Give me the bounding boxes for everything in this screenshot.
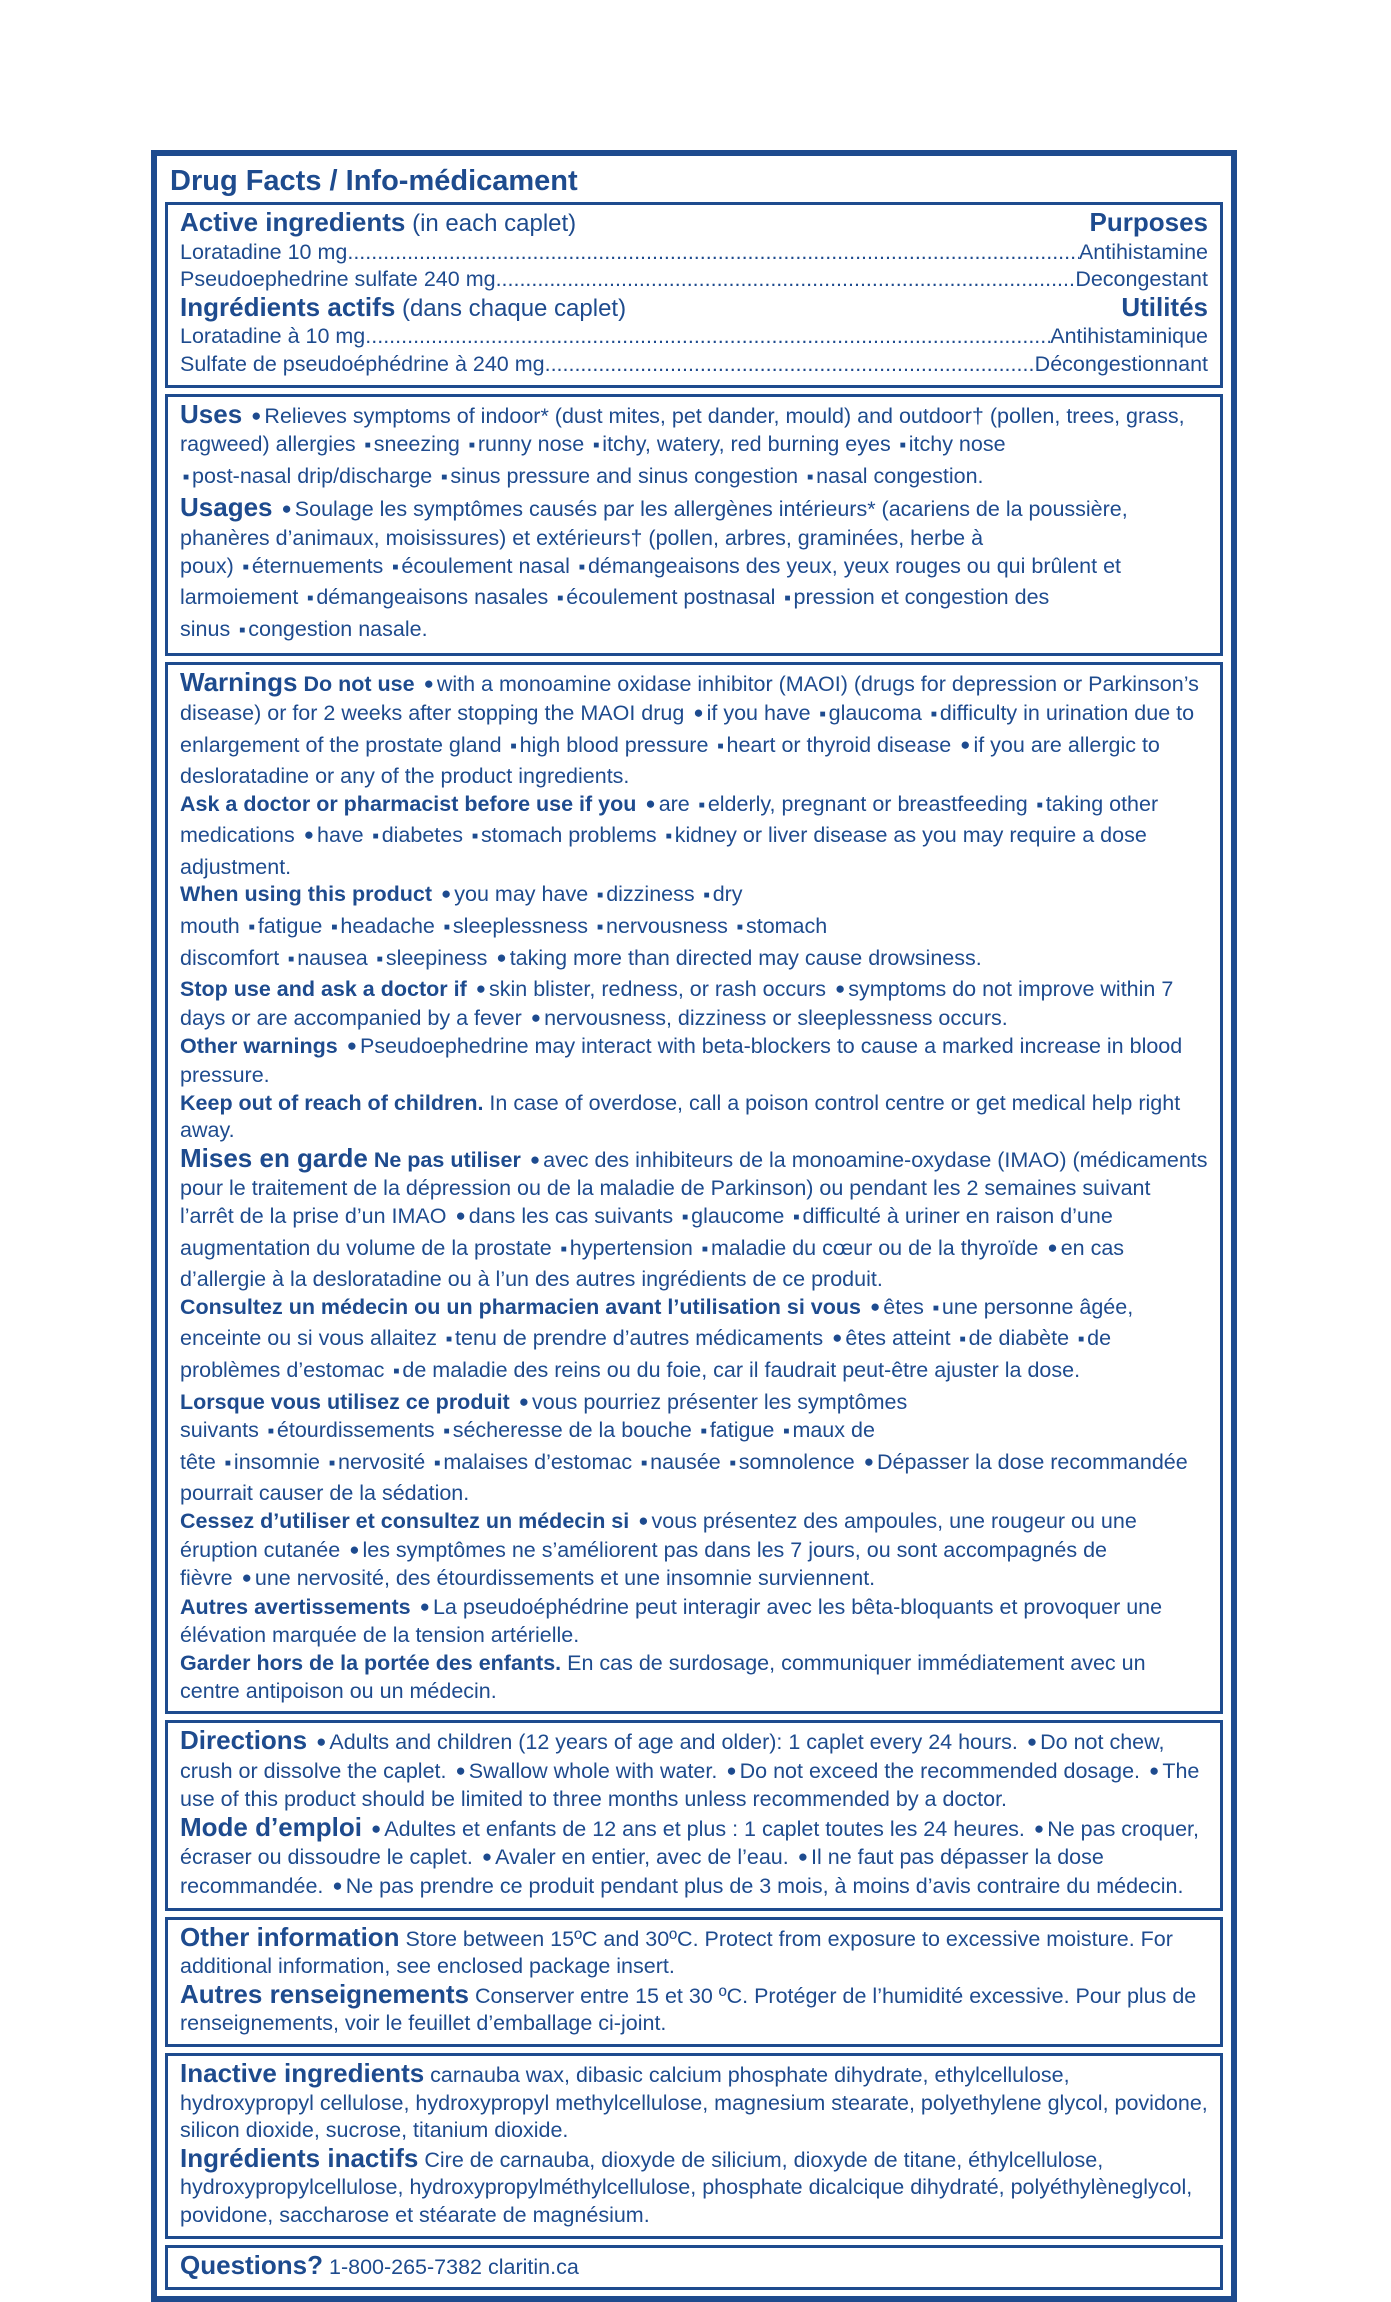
mode-emploi-heading: Mode d’emploi (180, 1811, 362, 1842)
uses-section (165, 394, 1223, 657)
ingredients-inactifs-heading: Ingrédients inactifs (180, 2142, 419, 2173)
warning-item: ■ stomach problems (463, 823, 657, 847)
ingredient-row (180, 239, 1208, 267)
do-not-use-label: Do not use (303, 672, 415, 697)
warnings-fr-autres (180, 1594, 1208, 1650)
lorsque-label: Lorsque vous utilisez ce produit (180, 1389, 510, 1414)
warning-item: ■ fatigue (240, 914, 323, 938)
warning-item: ■ fatigue (692, 1418, 775, 1442)
uses-heading: Uses (180, 398, 243, 429)
warning-item: ● have (295, 823, 364, 847)
directions-section (165, 1720, 1223, 1911)
ingredient-purpose: Antihistaminique (1050, 324, 1208, 349)
ask-doctor-label: Ask a doctor or pharmacist before use if you (180, 791, 637, 816)
warning-item: ■ une personne âgée, enceinte ou si vous allaitez (180, 1295, 1133, 1351)
warning-item: ■ difficulté à uriner en raison d’une augmentation du volume de la prostate (180, 1204, 1113, 1260)
warning-item: ● La pseudoéphédrine peut interagir avec les bêta-bloquants et provoquer une élévation marquée de la tension artérielle. (180, 1595, 1162, 1648)
warnings-section (165, 662, 1223, 1714)
use-item: ■ runny nose (460, 432, 584, 456)
warnings-fr-consultez (180, 1294, 1208, 1389)
inactive-ingredients-heading: Inactive ingredients (180, 2058, 425, 2089)
warnings-fr-garder (180, 1650, 1208, 1705)
inactive-en (180, 2060, 1208, 2145)
other-warnings-label: Other warnings (180, 1034, 338, 1059)
warning-item: ■ kidney or liver disease as you may require a dose adjustment. (180, 823, 1147, 879)
warning-item: ■ maux de tête (180, 1418, 875, 1474)
other-information-heading: Other information (180, 1921, 400, 1952)
warning-item: ● skin blister, redness, or rash occurs (467, 977, 826, 1001)
ingredient-row (180, 351, 1208, 379)
warning-item: ■ dizziness (588, 882, 694, 906)
use-item: ■ démangeaisons nasales (298, 585, 548, 609)
use-item: ■ démangeaisons des yeux, yeux rouges ou qui brûlent et larmoiement (180, 554, 1121, 610)
warning-item: ■ maladie du cœur ou de la thyroïde (693, 1236, 1039, 1260)
warning-item: ■ stomach discomfort (180, 914, 827, 970)
use-item: ■ itchy, watery, red burning eyes (584, 432, 890, 456)
active-ingredients-note: (in each caplet) (405, 210, 577, 237)
ingredients-actifs-heading: Ingrédients actifs (180, 291, 396, 322)
warning-item: ● en cas d’allergie à la desloratadine ou à l’un des autres ingrédients de ce produit. (180, 1236, 1124, 1292)
ingredient-row (180, 323, 1208, 351)
directions-heading: Directions (180, 1725, 308, 1756)
warning-item: ● nervousness, dizziness or sleeplessness occurs. (522, 1006, 1008, 1030)
inactive-ingredients-text: carnauba wax, dibasic calcium phosphate dihydrate, ethylcellulose, hydroxypropyl cellulose, hydroxypropyl methylcellulose, magnesium stearate, polyethylene glycol, povidone, silicon dioxide, sucrose, titanium dioxide. (180, 2063, 1208, 2143)
direction-item: ● Adults and children (12 years of age and older): 1 caplet every 24 hours. (313, 1730, 1018, 1754)
warning-item: ● une nervosité, des étourdissements et une insomnie surviennent. (233, 1566, 876, 1590)
warning-item: ● with a monoamine oxidase inhibitor (MAOI) (drugs for depression or Parkinson’s disease) or for 2 weeks after stopping the MAOI drug (180, 672, 1199, 725)
uses-fr (180, 494, 1208, 647)
warning-item: ■ elderly, pregnant or breastfeeding (690, 792, 1028, 816)
warning-item: ■ étourdissements (259, 1418, 435, 1442)
use-item: ■ écoulement postnasal (548, 585, 775, 609)
use-item: ■ itchy nose (891, 432, 1006, 456)
direction-item: ● Avaler en entier, avec de l’eau. (473, 1845, 789, 1869)
warning-item: ■ hypertension (552, 1236, 693, 1260)
ingredient-name: Loratadine à 10 mg (180, 324, 366, 349)
warning-item: ● les symptômes ne s’améliorent pas dans les 7 jours, ou sont accompagnés de fièvre (180, 1538, 1107, 1591)
direction-item: ● Ne pas croquer, écraser ou dissoudre le caplet. (180, 1817, 1199, 1870)
other-information-text: Store between 15ºC and 30ºC. Protect from exposure to excessive moisture. For additional information, see enclosed package insert. (180, 1926, 1173, 1979)
use-item: ● Soulage les symptômes causés par les allergènes intérieurs* (acariens de la poussière, phanères d’animaux, moisissures) et extérieurs† (pollen, arbres, graminées, herbe à poux) (180, 497, 1128, 577)
ingredient-purpose: Décongestionnant (1034, 351, 1208, 376)
direction-item: ● Do not exceed the recommended dosage. (717, 1759, 1140, 1783)
warning-item: ■ diabetes (364, 823, 463, 847)
warning-item: ■ heart or thyroid disease (708, 733, 951, 757)
warning-item: ■ dry mouth (180, 882, 743, 938)
warning-item: ● if you are allergic to desloratadine or any of the product ingredients. (180, 733, 1160, 789)
inactive-ingredients-section (165, 2053, 1223, 2239)
consultez-label: Consultez un médecin ou un pharmacien avant l’utilisation si vous (180, 1294, 861, 1319)
warnings-ask-doctor (180, 791, 1208, 882)
questions-section (165, 2245, 1223, 2291)
use-item: ■ pression et congestion des sinus (180, 585, 1049, 641)
warnings-stop-use (180, 976, 1208, 1033)
warning-item: ● êtes atteint (823, 1326, 950, 1350)
warning-item: ■ sleepiness (368, 946, 488, 970)
keep-out-label: Keep out of reach of children. (180, 1090, 484, 1115)
direction-item: ● Ne pas prendre ce produit pendant plus de 3 mois, à moins d’avis contraire du médecin. (323, 1874, 1183, 1898)
ne-pas-utiliser-label: Ne pas utiliser (373, 1147, 521, 1172)
direction-item: ● The use of this product should be limited to three months unless recommended by a doctor. (180, 1759, 1199, 1812)
warning-item: ■ nervousness (588, 914, 728, 938)
warning-item: ■ somnolence (721, 1450, 855, 1474)
warning-item: ● you may have (432, 882, 588, 906)
when-using-label: When using this product (180, 882, 433, 907)
other-info-en (180, 1921, 1208, 1981)
use-item: ■ sneezing (356, 432, 460, 456)
ingredients-inactifs-text: Cire de carnauba, dioxyde de silicium, dioxyde de titane, éthylcellulose, hydroxypropylcellulose, hydroxypropylméthylcellulose, phosphate dicalcique dihydraté, polyéthylèneglycol, povidone, saccharose et stéarate de magnésium. (180, 2147, 1193, 2227)
utilites-heading: Utilités (1121, 291, 1208, 322)
warning-item: ● if you have (684, 701, 810, 725)
other-info-fr (180, 1978, 1208, 2038)
questions-heading: Questions? (180, 2249, 324, 2280)
use-item: ■ sinus pressure and sinus congestion (432, 464, 798, 488)
warning-item: ■ taking other medications (180, 792, 1158, 848)
ingredient-purpose: Decongestant (1075, 267, 1208, 292)
questions-contact: 1-800-265-7382 claritin.ca (323, 2254, 579, 2279)
directions-fr (180, 1811, 1208, 1902)
warning-item: ● êtes (861, 1295, 924, 1319)
warning-item: ■ de maladie des reins ou du foie, car il faudrait peut-être ajuster la dose. (384, 1358, 1080, 1382)
ingredient-purpose: Antihistamine (1078, 239, 1208, 264)
warnings-fr-ne-pas-utiliser (180, 1142, 1208, 1294)
warning-item: ● vous pourriez présenter les symptômes suivants (180, 1390, 907, 1443)
warning-item: ● symptoms do not improve within 7 days or are accompanied by a fever (180, 977, 1173, 1030)
use-item: ■ nasal congestion. (798, 464, 983, 488)
use-item: ■ écoulement nasal (383, 554, 570, 578)
ingredient-name: Loratadine 10 mg (180, 239, 348, 264)
garder-label: Garder hors de la portée des enfants. (180, 1650, 562, 1675)
warnings-when-using (180, 881, 1208, 976)
ingredient-name: Pseudoephedrine sulfate 240 mg (180, 267, 496, 292)
warnings-fr-lorsque (180, 1389, 1208, 1508)
usages-heading: Usages (180, 492, 273, 523)
use-item: ● Relieves symptoms of indoor* (dust mites, pet dander, mould) and outdoor† (pollen, trees, grass, ragweed) allergies (180, 404, 1185, 457)
warning-item: ■ glaucome (673, 1204, 784, 1228)
warnings-fr-cessez (180, 1508, 1208, 1594)
direction-item: ● Il ne faut pas dépasser la dose recommandée. (180, 1845, 1104, 1898)
warning-item: ■ high blood pressure (502, 733, 709, 757)
warning-item: ■ nausée (632, 1450, 721, 1474)
use-item: ■ post-nasal drip/discharge (180, 464, 432, 488)
warning-item: ■ de problèmes d’estomac (180, 1326, 1111, 1382)
inactive-fr (180, 2142, 1208, 2230)
ingredient-row (180, 266, 1208, 294)
stop-use-label: Stop use and ask a doctor if (180, 977, 467, 1002)
warnings-other (180, 1033, 1208, 1089)
autres-renseignements-text: Conserver entre 15 et 30 ºC. Protéger de l’humidité excessive. Pour plus de renseignements, voir le feuillet d’emballage ci-joint. (180, 1983, 1197, 2036)
warning-item: ● Pseudoephedrine may interact with beta-blockers to cause a marked increase in blood pressure. (180, 1034, 1182, 1087)
direction-item: ● Adultes et enfants de 12 ans et plus : 1 caplet toutes les 24 heures. (368, 1817, 1025, 1841)
warning-item: ■ de diabète (951, 1326, 1069, 1350)
other-information-section (165, 1917, 1223, 2047)
warning-item: ● vous présentez des ampoules, une rougeur ou une éruption cutanée (180, 1509, 1137, 1562)
garder-text: En cas de surdosage, communiquer immédiatement avec un centre antipoison ou un médecin. (180, 1650, 1146, 1703)
warning-item: ■ malaises d’estomac (425, 1450, 632, 1474)
autres-renseignements-heading: Autres renseignements (180, 1978, 469, 2009)
warning-item: ■ sécheresse de la bouche (435, 1418, 692, 1442)
warning-item: ■ sleeplessness (435, 914, 588, 938)
warning-item: ■ tenu de prendre d’autres médicaments (437, 1326, 823, 1350)
autres-avertissements-label: Autres avertissements (180, 1594, 411, 1619)
warning-item: ● taking more than directed may cause drowsiness. (487, 946, 981, 970)
warnings-do-not-use (180, 669, 1208, 790)
warnings-keep-out (180, 1090, 1208, 1145)
warning-item: ■ insomnie (216, 1450, 320, 1474)
cessez-label: Cessez d’utiliser et consultez un médecin si (180, 1508, 630, 1533)
warning-item: ■ nausea (279, 946, 368, 970)
warning-item: ● avec des inhibiteurs de la monoamine-oxydase (IMAO) (médicaments pour le traitement de la dépression ou de la maladie de Parkinson) ou pendant les 2 semaines suivant l’arrêt de la prise d’un IMAO (180, 1148, 1208, 1228)
uses-en (180, 398, 1208, 495)
panel-title: Drug Facts / Info-médicament (170, 165, 578, 197)
mises-en-garde-heading: Mises en garde (180, 1142, 368, 1173)
use-item: ■ congestion nasale. (230, 617, 427, 641)
direction-item: ● Swallow whole with water. (447, 1759, 718, 1783)
warning-item: ● dans les cas suivants (446, 1204, 673, 1228)
ingredient-name: Sulfate de pseudoéphédrine à 240 mg (180, 351, 545, 376)
purposes-heading: Purposes (1089, 207, 1208, 237)
drug-facts-panel (151, 150, 1237, 2302)
use-item: ■ éternuements (234, 554, 384, 578)
active-ingredients-section (165, 202, 1223, 388)
warning-item: ● are (636, 792, 689, 816)
warnings-heading: Warnings (180, 667, 298, 698)
warning-item: ■ glaucoma (811, 701, 922, 725)
warning-item: ● Dépasser la dose recommandée pourrait causer de la sédation. (180, 1450, 1188, 1506)
ingredients-actifs-note: (dans chaque caplet) (395, 294, 627, 322)
warning-item: ■ headache (322, 914, 435, 938)
direction-item: ● Do not chew, crush or dissolve the caplet. (180, 1730, 1164, 1783)
active-ingredients-heading: Active ingredients (180, 207, 406, 237)
warning-item: ■ difficulty in urination due to enlargement of the prostate gland (180, 701, 1194, 757)
directions-en (180, 1727, 1208, 1814)
warning-item: ■ nervosité (320, 1450, 425, 1474)
keep-out-text: In case of overdose, call a poison control centre or get medical help right away. (180, 1090, 1181, 1143)
